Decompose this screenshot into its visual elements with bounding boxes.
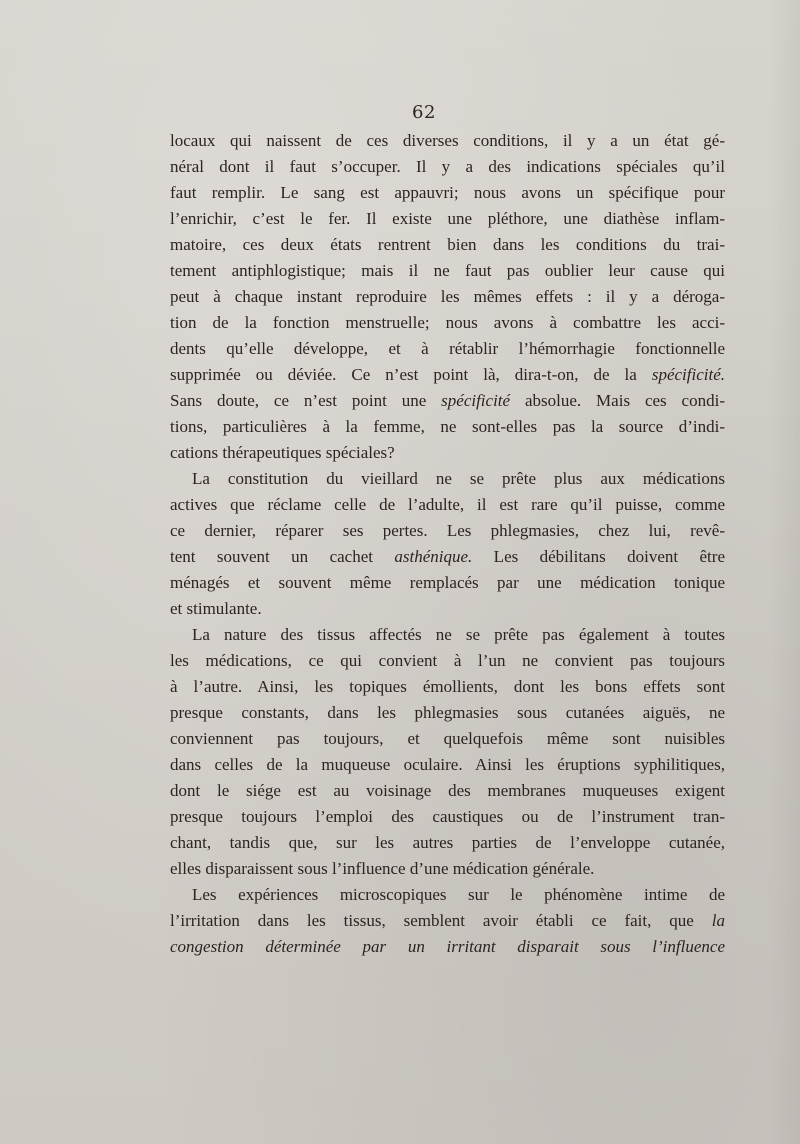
text-line: et stimulante. — [170, 599, 262, 618]
text-line: dents qu’elle développe, et à rétablir l’hémorrhagie fonctionnelle — [170, 339, 725, 358]
text-line: actives que réclame celle de l’adulte, il est rare qu’il puisse, comme — [170, 495, 725, 514]
page-number: 62 — [412, 102, 436, 123]
text-line: peut à chaque instant reproduire les mêmes effets : il y a déroga- — [170, 287, 725, 306]
text-line: presque toujours l’emploi des caustiques ou de l’instrument tran- — [170, 807, 725, 826]
italic-emphasis: asthénique. — [394, 547, 473, 566]
text-line: l’enrichir, c’est le fer. Il existe une pléthore, une diathèse inflam- — [170, 209, 725, 228]
italic-emphasis: congestion déterminée par un irritant disparait sous l’influence — [170, 937, 725, 956]
text-line: dont le siége est au voisinage des membranes muqueuses exigent — [170, 781, 725, 800]
text-line — [170, 934, 725, 960]
text-line: néral dont il faut s’occuper. Il y a des indications spéciales qu’il — [170, 157, 725, 176]
page-edge-shadow — [768, 0, 800, 1144]
text-line: matoire, ces deux états rentrent bien dans les conditions du trai- — [170, 235, 725, 254]
text-line: conviennent pas toujours, et quelquefois même sont nuisibles — [170, 729, 725, 748]
text-line: dans celles de la muqueuse oculaire. Ainsi les éruptions syphilitiques, — [170, 755, 725, 774]
text-line: La constitution du vieillard ne se prête plus aux médications — [192, 469, 725, 488]
text-line: tement antiphlogistique; mais il ne faut pas oublier leur cause qui — [170, 261, 725, 280]
text-line: elles disparaissent sous l’influence d’une médication générale. — [170, 859, 595, 878]
text-line: Sans doute, ce n’est point une spécificité absolue. Mais ces condi- — [170, 391, 725, 410]
italic-emphasis: spécificité. — [651, 365, 725, 384]
body-text — [170, 128, 725, 960]
text-line: tent souvent un cachet asthénique. Les débilitans doivent être — [170, 547, 725, 566]
text-line: à l’autre. Ainsi, les topiques émollients, dont les bons effets sont — [170, 677, 725, 696]
text-line: les médications, ce qui convient à l’un ne convient pas toujours — [170, 651, 725, 670]
text-line: ce dernier, réparer ses pertes. Les phlegmasies, chez lui, revê- — [170, 521, 725, 540]
text-line: presque constants, dans les phlegmasies sous cutanées aiguës, ne — [170, 703, 725, 722]
text-line: tion de la fonction menstruelle; nous avons à combattre les acci- — [170, 313, 725, 332]
text-line: supprimée ou déviée. Ce n’est point là, dira-t-on, de la spécificité. — [170, 365, 725, 384]
text-line: tions, particulières à la femme, ne sont-elles pas la source d’indi- — [170, 417, 725, 436]
text-line: La nature des tissus affectés ne se prête pas également à toutes — [192, 625, 725, 644]
text-line: faut remplir. Le sang est appauvri; nous avons un spécifique pour — [170, 183, 725, 202]
text-line: l’irritation dans les tissus, semblent avoir établi ce fait, que la — [170, 911, 725, 930]
italic-emphasis: spécificité — [441, 391, 511, 410]
text-line: Les expériences microscopiques sur le phénomène intime de — [192, 885, 725, 904]
italic-emphasis: la — [711, 911, 725, 930]
text-line: locaux qui naissent de ces diverses conditions, il y a un état gé- — [170, 131, 725, 150]
text-line: cations thérapeutiques spéciales? — [170, 443, 395, 462]
text-line: ménagés et souvent même remplacés par une médication tonique — [170, 573, 725, 592]
text-line: chant, tandis que, sur les autres parties de l’enveloppe cutanée, — [170, 833, 725, 852]
